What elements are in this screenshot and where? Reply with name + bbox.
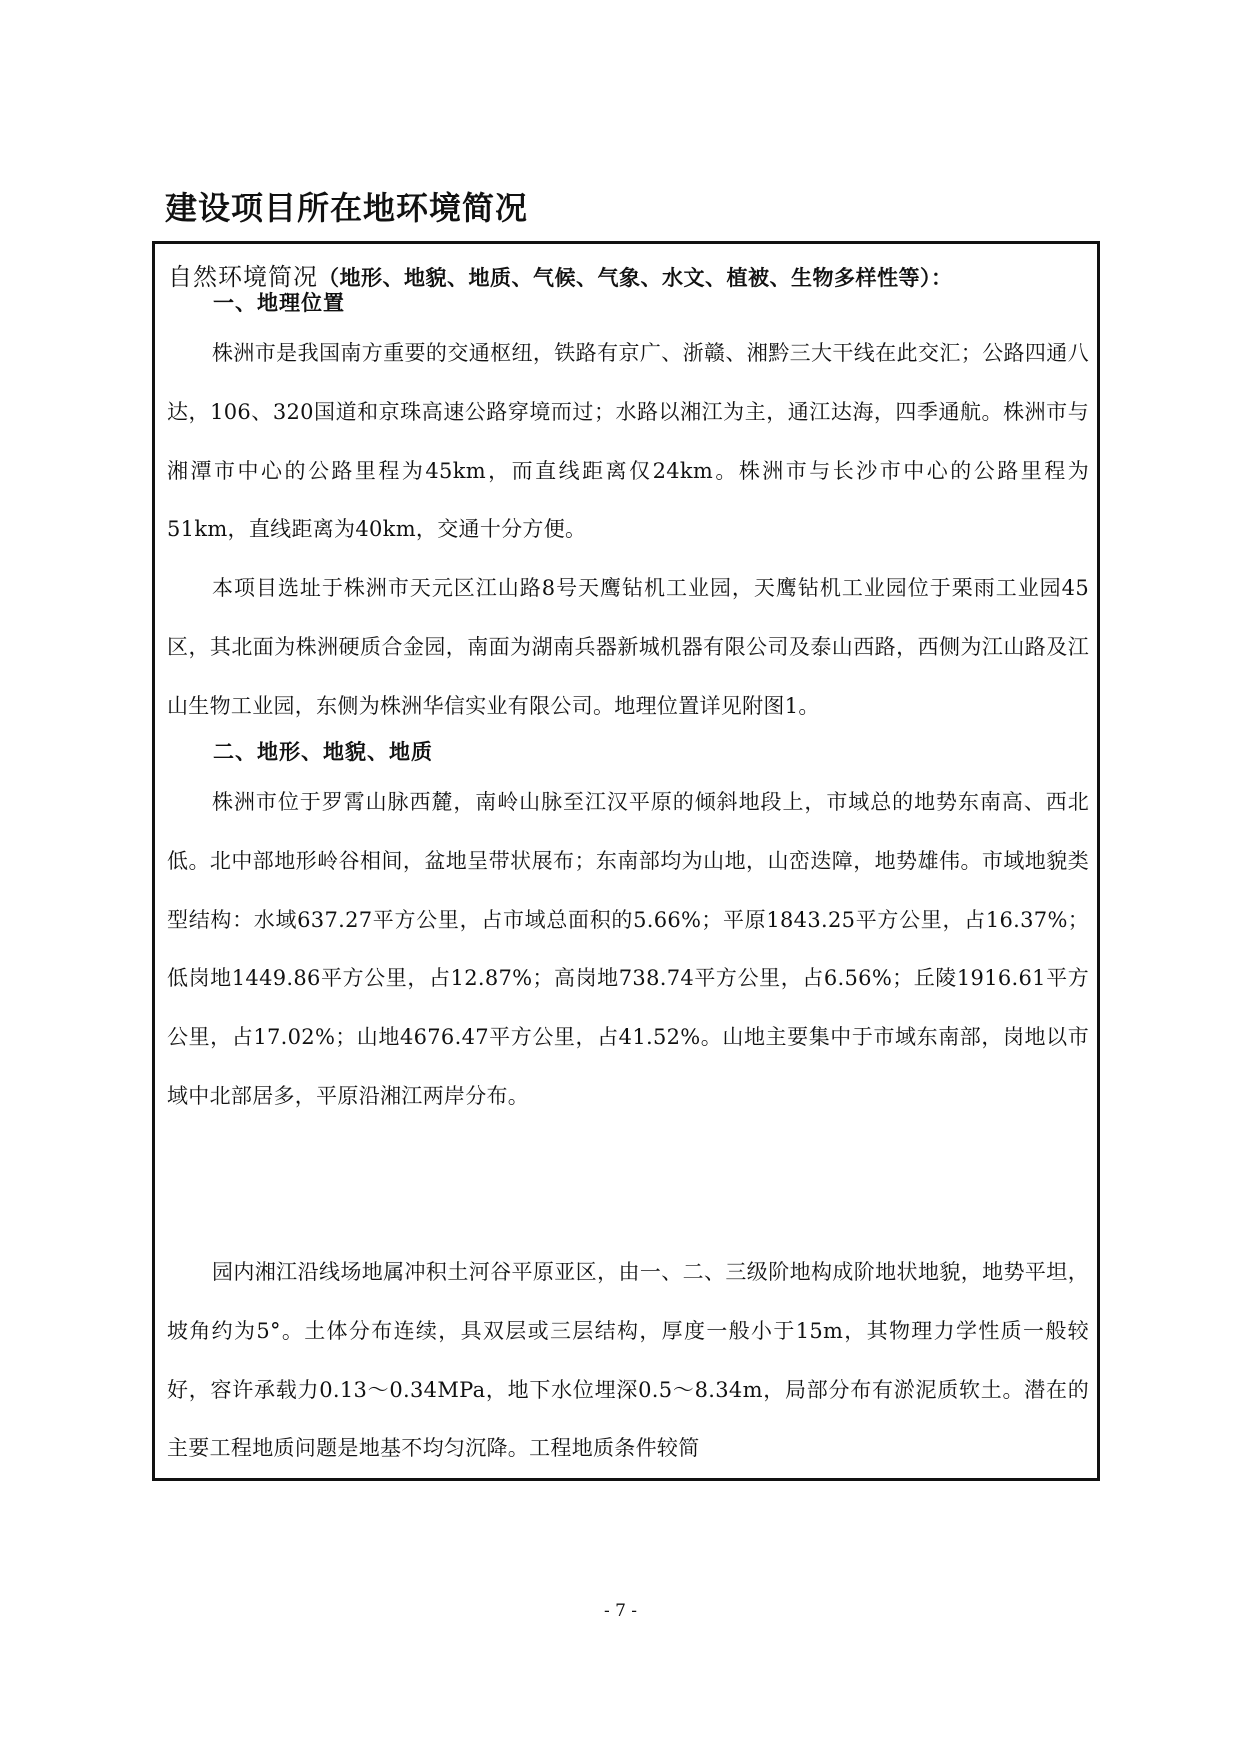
paragraph-transport: 株洲市是我国南方重要的交通枢纽，铁路有京广、浙赣、湘黔三大干线在此交汇；公路四通八达，106、320国道和京珠高速公路穿境而过；水路以湘江为主，通江达海，四季通航。株洲市与湘潭市中心的公路里程为45km，而直线距离仅24km。株洲市与长沙市中心的公路里程为51km，直线距离为40km，交通十分方便。: [167, 341, 1089, 542]
section-heading-terrain-geology: 二、地形、地貌、地质: [213, 740, 433, 764]
page-number: - 7 -: [603, 1601, 638, 1621]
section-heading-geographic-location: 一、地理位置: [213, 291, 345, 315]
page-title: 建设项目所在地环境简况: [165, 189, 529, 227]
environment-summary-box: [152, 241, 1100, 1481]
box-heading-main: 自然环境简况: [168, 263, 318, 291]
paragraph-terrain: 株洲市位于罗霄山脉西麓，南岭山脉至江汉平原的倾斜地段上，市域总的地势东南高、西北低。北中部地形岭谷相间，盆地呈带状展布；东南部均为山地，山峦迭障，地势雄伟。市域地貌类型结构：水域637.27平方公里，占市域总面积的5.66%；平原1843.25平方公里，占16.37%；低岗地1449.86平方公里，占12.87%；高岗地738.74平方公里，占6.56%；丘陵1916.61平方公里，占17.02%；山地4676.47平方公里，占41.52%。山地主要集中于市域东南部，岗地以市域中北部居多，平原沿湘江两岸分布。: [167, 790, 1089, 1108]
box-heading-subtitle: （地形、地貌、地质、气候、气象、水文、植被、生物多样性等）：: [318, 266, 953, 290]
paragraph-geology: 园内湘江沿线场地属冲积土河谷平原亚区，由一、二、三级阶地构成阶地状地貌，地势平坦，坡角约为5°。土体分布连续，具双层或三层结构，厚度一般小于15m，其物理力学性质一般较好，容许承载力0.13～0.34MPa，地下水位埋深0.5～8.34m，局部分布有淤泥质软土。潜在的主要工程地质问题是地基不均匀沉降。工程地质条件较简: [167, 1260, 1089, 1461]
paragraph-project-site: 本项目选址于株洲市天元区江山路8号天鹰钻机工业园，天鹰钻机工业园位于栗雨工业园45区，其北面为株洲硬质合金园，南面为湖南兵器新城机器有限公司及泰山西路，西侧为江山路及江山生物工业园，东侧为株洲华信实业有限公司。地理位置详见附图1。: [167, 576, 1089, 718]
